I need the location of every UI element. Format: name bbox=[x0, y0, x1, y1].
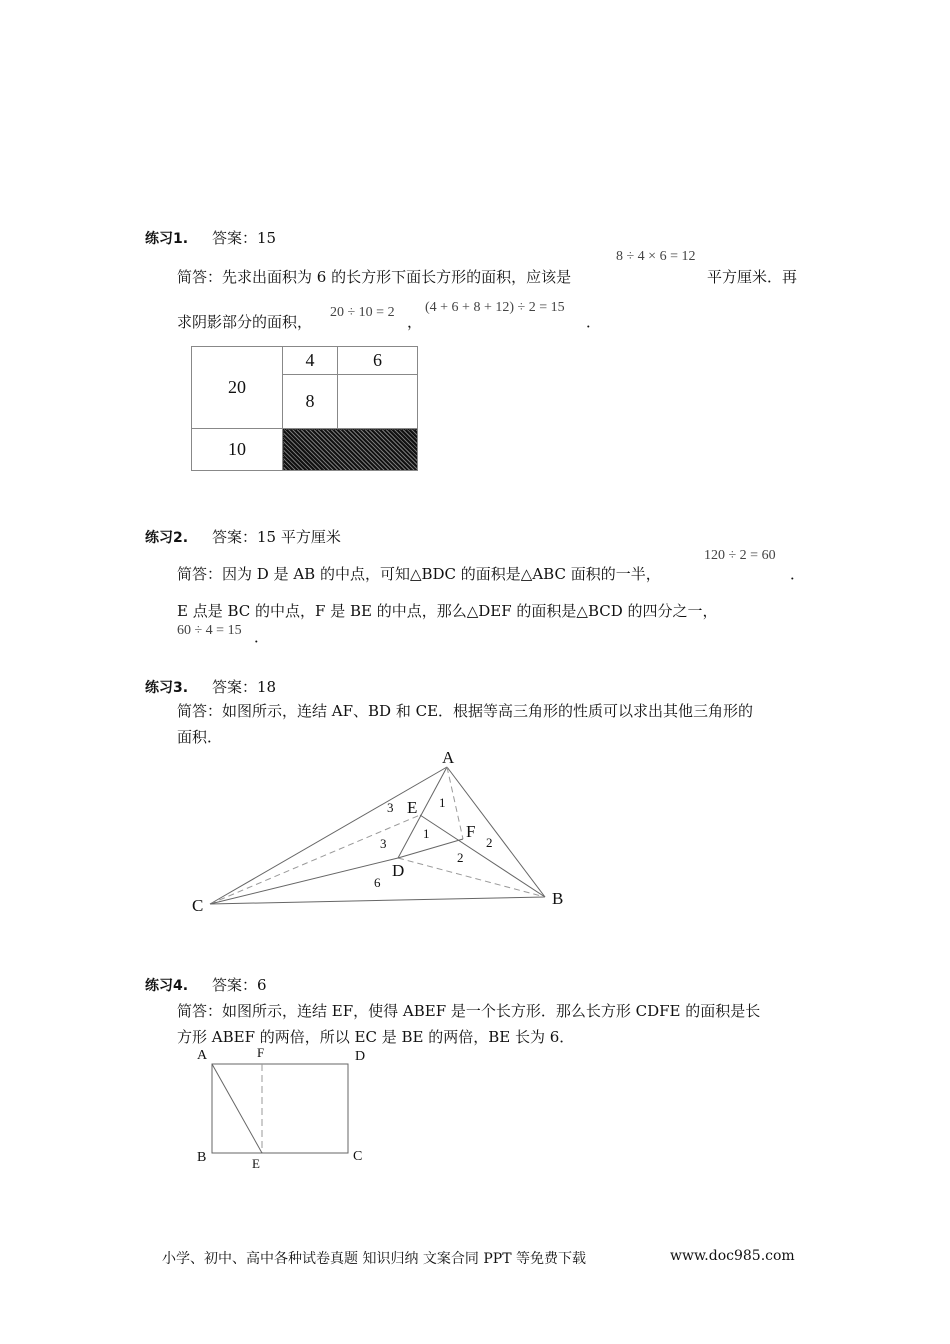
ex2-text-line2: E 点是 BC 的中点，F 是 BE 的中点，那么△DEF 的面积是△BCD 的四分之一， bbox=[177, 602, 718, 620]
ex2-formula-2: 60 ÷ 4 = 15 bbox=[177, 623, 242, 638]
edge-ac bbox=[210, 767, 447, 904]
rectangle-figure bbox=[190, 1040, 380, 1175]
rect-vertex-f: F bbox=[257, 1045, 265, 1060]
shaded-region bbox=[283, 429, 418, 471]
area-1-top: 1 bbox=[439, 795, 446, 810]
edge-cb bbox=[210, 897, 545, 904]
ex3-label: 练习3. bbox=[145, 680, 189, 696]
footer-text: 小学、初中、高中各种试卷真题 知识归纳 文案合同 PPT 等免费下载 bbox=[162, 1251, 586, 1267]
edge-ab bbox=[447, 767, 545, 897]
ex2-formula-1: 120 ÷ 2 = 60 bbox=[704, 548, 776, 563]
vertex-c: C bbox=[192, 896, 204, 915]
ex1-text-line1a: 简答：先求出面积为 6 的长方形下面长方形的面积，应该是 bbox=[177, 268, 572, 286]
ex1-formula-2: 20 ÷ 10 = 2 bbox=[330, 305, 395, 320]
cell-4: 4 bbox=[283, 347, 338, 375]
vertex-b: B bbox=[552, 889, 564, 908]
ex1-text-line2a: 求阴影部分的面积， bbox=[177, 313, 313, 331]
ex2-period-1: ． bbox=[790, 565, 806, 583]
area-2-low: 2 bbox=[457, 850, 464, 865]
ex2-period-2: ． bbox=[254, 628, 270, 646]
cell-empty bbox=[338, 375, 418, 429]
vertex-d: D bbox=[392, 861, 405, 880]
dashed-db bbox=[398, 858, 545, 897]
vertex-a: A bbox=[442, 748, 455, 767]
area-2-right: 2 bbox=[486, 835, 493, 850]
segment-ae bbox=[212, 1064, 262, 1153]
vertex-f: F bbox=[466, 822, 476, 841]
rect-vertex-e: E bbox=[252, 1156, 260, 1171]
rect-vertex-b: B bbox=[197, 1150, 207, 1165]
segment-eb bbox=[420, 815, 545, 897]
ex4-text-line2: 方形 ABEF 的两倍，所以 EC 是 BE 的两倍，BE 长为 6． bbox=[177, 1028, 575, 1046]
area-3-left: 3 bbox=[380, 836, 387, 851]
ex4-text-line1: 简答：如图所示，连结 EF，使得 ABEF 是一个长方形．那么长方形 CDFE 的面积是长 bbox=[177, 1002, 761, 1020]
ex1-formula-1: 8 ÷ 4 × 6 = 12 bbox=[616, 249, 696, 264]
ex2-label: 练习2. bbox=[145, 530, 189, 546]
triangle-figure bbox=[180, 745, 600, 920]
ex2-answer: 答案：15 平方厘米 bbox=[212, 528, 341, 546]
ex1-comma: ， bbox=[407, 313, 423, 331]
cell-8: 8 bbox=[283, 375, 338, 429]
dashed-ce bbox=[210, 815, 420, 904]
area-grid bbox=[191, 346, 418, 471]
rect-vertex-a: A bbox=[197, 1048, 208, 1063]
segment-cd bbox=[210, 858, 398, 904]
ex4-answer: 答案：6 bbox=[212, 976, 267, 994]
ex1-text-line1b: 平方厘米．再 bbox=[707, 268, 798, 286]
ex1-period: ． bbox=[586, 313, 602, 331]
cell-10: 10 bbox=[192, 429, 283, 471]
area-3-top: 3 bbox=[387, 800, 394, 815]
rect-vertex-d: D bbox=[355, 1049, 366, 1064]
area-1-mid: 1 bbox=[423, 826, 430, 841]
vertex-e: E bbox=[407, 798, 418, 817]
ex3-text-line1: 简答：如图所示，连结 AF、BD 和 CE．根据等高三角形的性质可以求出其他三角形的 bbox=[177, 702, 754, 720]
ex2-text-line1: 简答：因为 D 是 AB 的中点，可知△BDC 的面积是△ABC 面积的一半， bbox=[177, 565, 661, 583]
rectangle-abcd bbox=[212, 1064, 348, 1153]
ex1-formula-3: (4 + 6 + 8 + 12) ÷ 2 = 15 bbox=[425, 300, 565, 315]
rect-vertex-c: C bbox=[353, 1149, 363, 1164]
cell-6: 6 bbox=[338, 347, 418, 375]
area-6: 6 bbox=[374, 875, 381, 890]
ex1-answer: 答案：15 bbox=[212, 229, 277, 247]
footer-site-link[interactable]: www.doc985.com bbox=[670, 1248, 795, 1264]
ex3-answer: 答案：18 bbox=[212, 678, 277, 696]
ex4-label: 练习4. bbox=[145, 978, 189, 994]
segment-df bbox=[398, 839, 463, 858]
ex3-text-line2: 面积． bbox=[177, 728, 223, 746]
cell-20: 20 bbox=[192, 347, 283, 429]
ex1-label: 练习1. bbox=[145, 231, 189, 247]
